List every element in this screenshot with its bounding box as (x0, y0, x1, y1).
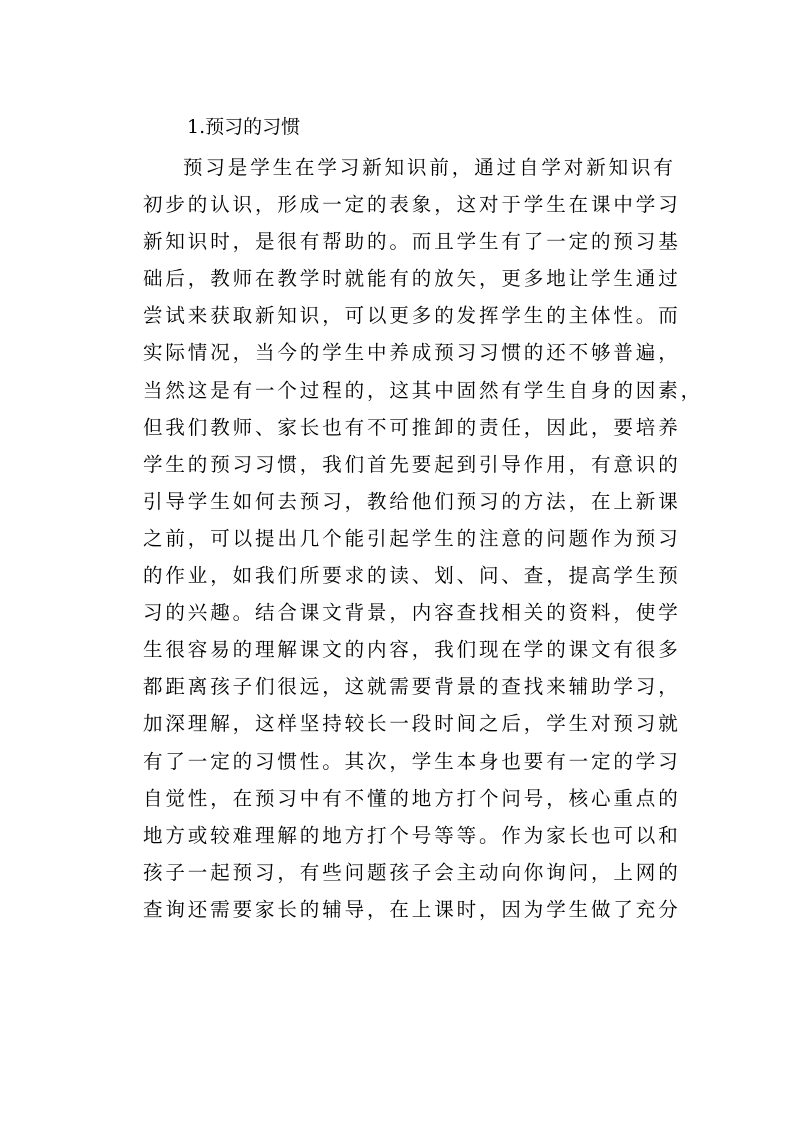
text-line: 但我们教师、家长也有不可推卸的责任，因此，要培养 (143, 415, 681, 439)
text-line: 学生的预习习惯，我们首先要起到引导作用，有意识的 (143, 452, 681, 476)
text-line: 预习是学生在学习新知识前，通过自学对新知识有 (183, 156, 676, 179)
text-line: 地方或较难理解的地方打个号等等。作为家长也可以和 (143, 823, 681, 847)
text-line: 新知识时，是很有帮助的。而且学生有了一定的预习基 (143, 230, 681, 254)
text-line: 础后，教师在教学时就能有的放矢，更多地让学生通过 (143, 267, 681, 291)
text-line: 的作业，如我们所要求的读、划、问、查，提高学生预 (143, 564, 681, 588)
text-line: 引导学生如何去预习，教给他们预习的方法，在上新课 (143, 489, 681, 513)
text-line: 自觉性，在预习中有不懂的地方打个问号，核心重点的 (143, 786, 681, 810)
section-heading: 1.预习的习惯 (187, 116, 301, 138)
text-line: 加深理解，这样坚持较长一段时间之后，学生对预习就 (143, 712, 681, 736)
paragraph (143, 154, 704, 933)
text-line: 尝试来获取新知识，可以更多的发挥学生的主体性。而 (143, 304, 681, 328)
text-line: 孩子一起预习，有些问题孩子会主动向你询问，上网的 (143, 860, 681, 884)
text-line: 都距离孩子们很远，这就需要背景的查找来辅助学习， (143, 675, 681, 699)
text-line: 初步的认识，形成一定的表象，这对于学生在课中学习 (143, 193, 681, 217)
text-line: 习的兴趣。结合课文背景，内容查找相关的资料，使学 (143, 601, 681, 625)
text-line: 之前，可以提出几个能引起学生的注意的问题作为预习 (143, 526, 681, 550)
text-line: 查询还需要家长的辅导，在上课时，因为学生做了充分 (143, 897, 681, 921)
text-line: 生很容易的理解课文的内容，我们现在学的课文有很多 (143, 638, 681, 662)
text-line: 有了一定的习惯性。其次，学生本身也要有一定的学习 (143, 749, 681, 773)
text-line: 实际情况，当今的学生中养成预习习惯的还不够普遍， (143, 341, 681, 365)
text-line: 当然这是有一个过程的，这其中固然有学生自身的因素， (143, 378, 704, 402)
